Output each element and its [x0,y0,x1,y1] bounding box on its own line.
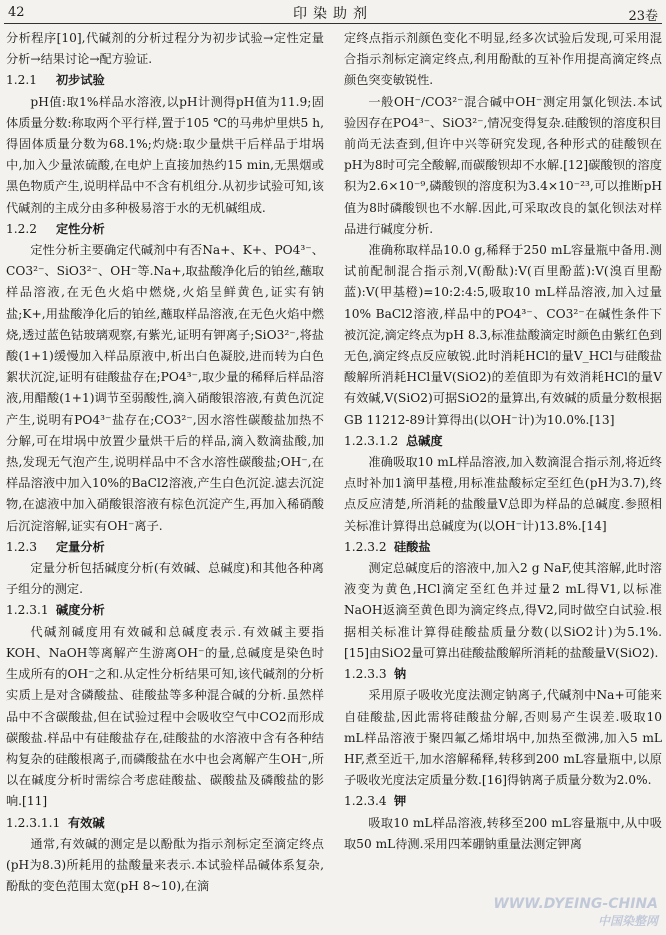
page-number-left: 42 [8,5,25,20]
section-heading-1-2-3-4: 1.2.3.4 钾 [344,794,407,809]
section-heading-1-2-3-1: 1.2.3.1 碱度分析 [6,603,105,618]
paragraph-alkalinity: 代碱剂碱度用有效碱和总碱度表示.有效碱主要指KOH、NaOH等离解产生游离OH⁻的量,总碱度是染色时生成所有的OH⁻之和.从定性分析结果可知,该代碱剂的分析实质上是对含磷酸盐、硅酸盐等多种混合碱的分析.虽然样品中不含碳酸盐,但在试验过程中会吸收空气中CO2而形成碳酸盐.样品中有硅酸盐存在,硅酸盐的水溶液中含有各种结构复杂的硅酸根离子,而磷酸盐在水中也会离解产生OH⁻,所以在碱度分析时需综合考虑硅酸盐、碳酸盐及磷酸盐的影响.[11] [6,624,324,809]
section-heading-1-2-3-1-2: 1.2.3.1.2 总碱度 [344,433,443,448]
section-heading-1-2-3-1-1: 1.2.3.1.1 有效碱 [6,815,105,830]
paragraph-potassium: 吸取10 mL样品溶液,转移至200 mL容量瓶中,从中吸取50 mL待测.采用四苯硼钠重量法测定钾离 [344,815,662,851]
watermark: WWW.DYEING-CHINA 中国染整网 [493,896,658,928]
paragraph-silicate: 测定总碱度后的溶液中,加入2 g NaF,使其溶解,此时溶液变为黄色,HCl滴定至红色并过量2 mL得V1,以标准NaOH返滴至黄色即为滴定终点,得V2,同时做空白试验.根据相关标准计算得硅酸盐质量分数(以SiO2计)为5.1%.[15]由SiO2量可算出硅酸盐酸解所消耗的盐酸量V(SiO2). [344,561,662,660]
intro-paragraph: 分析程序[10],代碱剂的分析过程分为初步试验→定性定量分析→结果讨论→配方验证. [6,31,324,67]
paragraph-quantitative: 定量分析包括碱度分析(有效碱、总碱度)和其他各种离子组分的测定. [6,561,324,597]
header-rule [4,23,662,24]
paragraph-procedure: 准确称取样品10.0 g,稀释于250 mL容量瓶中备用.测试前配制混合指示剂,V(酚酞):V(百里酚蓝):V(溴百里酚蓝):V(甲基橙)=10:2:4:5,吸取10 mL样品溶液,加入过量10% BaCl2溶液,样品中的PO4³⁻、CO3²⁻在碱性条件下被沉淀,滴定终点为pH 8.3,标准盐酸滴定时颜色由紫红色到无色,滴定终点反应敏锐.此时消耗HCl的量V_HCl与硅酸盐酸解所消耗HCl量V(SiO2)的差值即为有效消耗HCl的量V有效碱,V(SiO2)可据SiO2的量算出,有效碱的质量分数根据GB 11212-89计算得出(以OH⁻计)为10.0%.[13] [344,243,662,427]
paragraph-qualitative: 定性分析主要确定代碱剂中有否Na+、K+、PO4³⁻、CO3²⁻、SiO3²⁻、OH⁻等.Na+,取盐酸净化后的铂丝,蘸取样品溶液,在无色火焰中燃烧,火焰呈鲜黄色,证实有钠盐;K+,用盐酸净化后的铂丝,蘸取样品溶液,在无色火焰中燃烧,透过蓝色钴玻璃观察,有紫光,证明有钾离子;SiO3²⁻,将盐酸(1+1)缓慢加入样品原液中,析出白色凝胶,进而转为白色絮状沉淀,证明有硅酸盐存在;PO4³⁻,取少量的稀释后样品溶液,用醋酸(1+1)调节至弱酸性,滴入硝酸银溶液,有黄色沉淀产生,说明有PO4³⁻盐存在;CO3²⁻,因水溶性碳酸盐加热不分解,可在坩埚中放置少量烘干后的样品,滴入数滴盐酸,加热,发现无气泡产生,说明样品中不含水溶性碳酸盐;OH⁻,在样品溶液中加入10%的BaCl2溶液,产生白色沉淀.滤去沉淀物,在滤液中加入硝酸银溶液有棕色沉淀产生,再加入稀硝酸后沉淀溶解,证实有OH⁻离子. [6,243,324,533]
section-heading-1-2-3-2: 1.2.3.2 硅酸盐 [344,539,431,554]
paragraph-continuation: 定终点指示剂颜色变化不明显,经多次试验后发现,可采用混合指示剂标定滴定终点,利用酚酞的互补作用提高滴定终点颜色突变敏锐性. [344,31,662,88]
volume-label: 23卷 [628,9,658,24]
section-heading-1-2-1: 1.2.1 初步试验 [6,73,105,88]
section-heading-1-2-3-3: 1.2.3.3 钠 [344,667,407,682]
paragraph-preliminary-test: pH值:取1%样品水溶液,以pH计测得pH值为11.9;固体质量分数:称取两个平行样,置于105 ℃的马弗炉里烘5 h,得固体质量分数为68.1%;灼烧:取少量烘干后样品于坩埚中,加入少量浓硫酸,在电炉上直接加热约15 min,无黑烟或黑色物质产生,说明样品中不含有机组分.从初步试验可知,该代碱剂的主成分由多种极易溶于水的无机碱组成. [6,94,324,215]
left-column [6,28,324,897]
right-column [344,28,662,855]
journal-title: 印染助剂 [293,6,373,22]
paragraph-total-alkalinity: 准确吸取10 mL样品溶液,加入数滴混合指示剂,将近终点时补加1滴甲基橙,用标准盐酸标定至红色(pH为3.7),终点反应清楚,所消耗的盐酸量V总即为样品的总碱度.参照相关标准计算得出总碱度为(以OH⁻计)13.8%.[14] [344,455,662,533]
paragraph-effective-alkali: 通常,有效碱的测定是以酚酞为指示剂标定至滴定终点(pH为8.3)所耗用的盐酸量来表示.本试验样品碱体系复杂,酚酞的变色范围太宽(pH 8~10),在滴 [6,836,324,894]
page-header [0,0,666,26]
paragraph-barium-chloride: 一般OH⁻/CO3²⁻混合碱中OH⁻测定用氯化钡法.本试验因存在PO4³⁻、SiO3²⁻,情况变得复杂.硅酸钡的溶度积目前尚无法查到,但许中兴等研究发现,各种形式的硅酸钡在pH为8时可完全酸解,而碳酸钡却不水解.[12]碳酸钡的溶度积为2.6×10⁻⁹,磷酸钡的溶度积为3.4×10⁻²³,可以推断pH值为8时磷酸钡也不水解.因此,可采取改良的氯化钡法对样品进行碱度分析. [344,94,662,236]
section-heading-1-2-2: 1.2.2 定性分析 [6,221,105,236]
section-heading-1-2-3: 1.2.3 定量分析 [6,539,105,554]
paragraph-sodium: 采用原子吸收光度法测定钠离子,代碱剂中Na+可能来自硅酸盐,因此需将硅酸盐分解,否则易产生误差.吸取10 mL样品溶液于聚四氟乙烯坩埚中,加热至微沸,加入5 mL HF,煮至近干,加水溶解稀释,转移到200 mL容量瓶中,以原子吸收光度法定质量分数.[16]得钠离子质量分数为2.0%. [344,688,662,788]
